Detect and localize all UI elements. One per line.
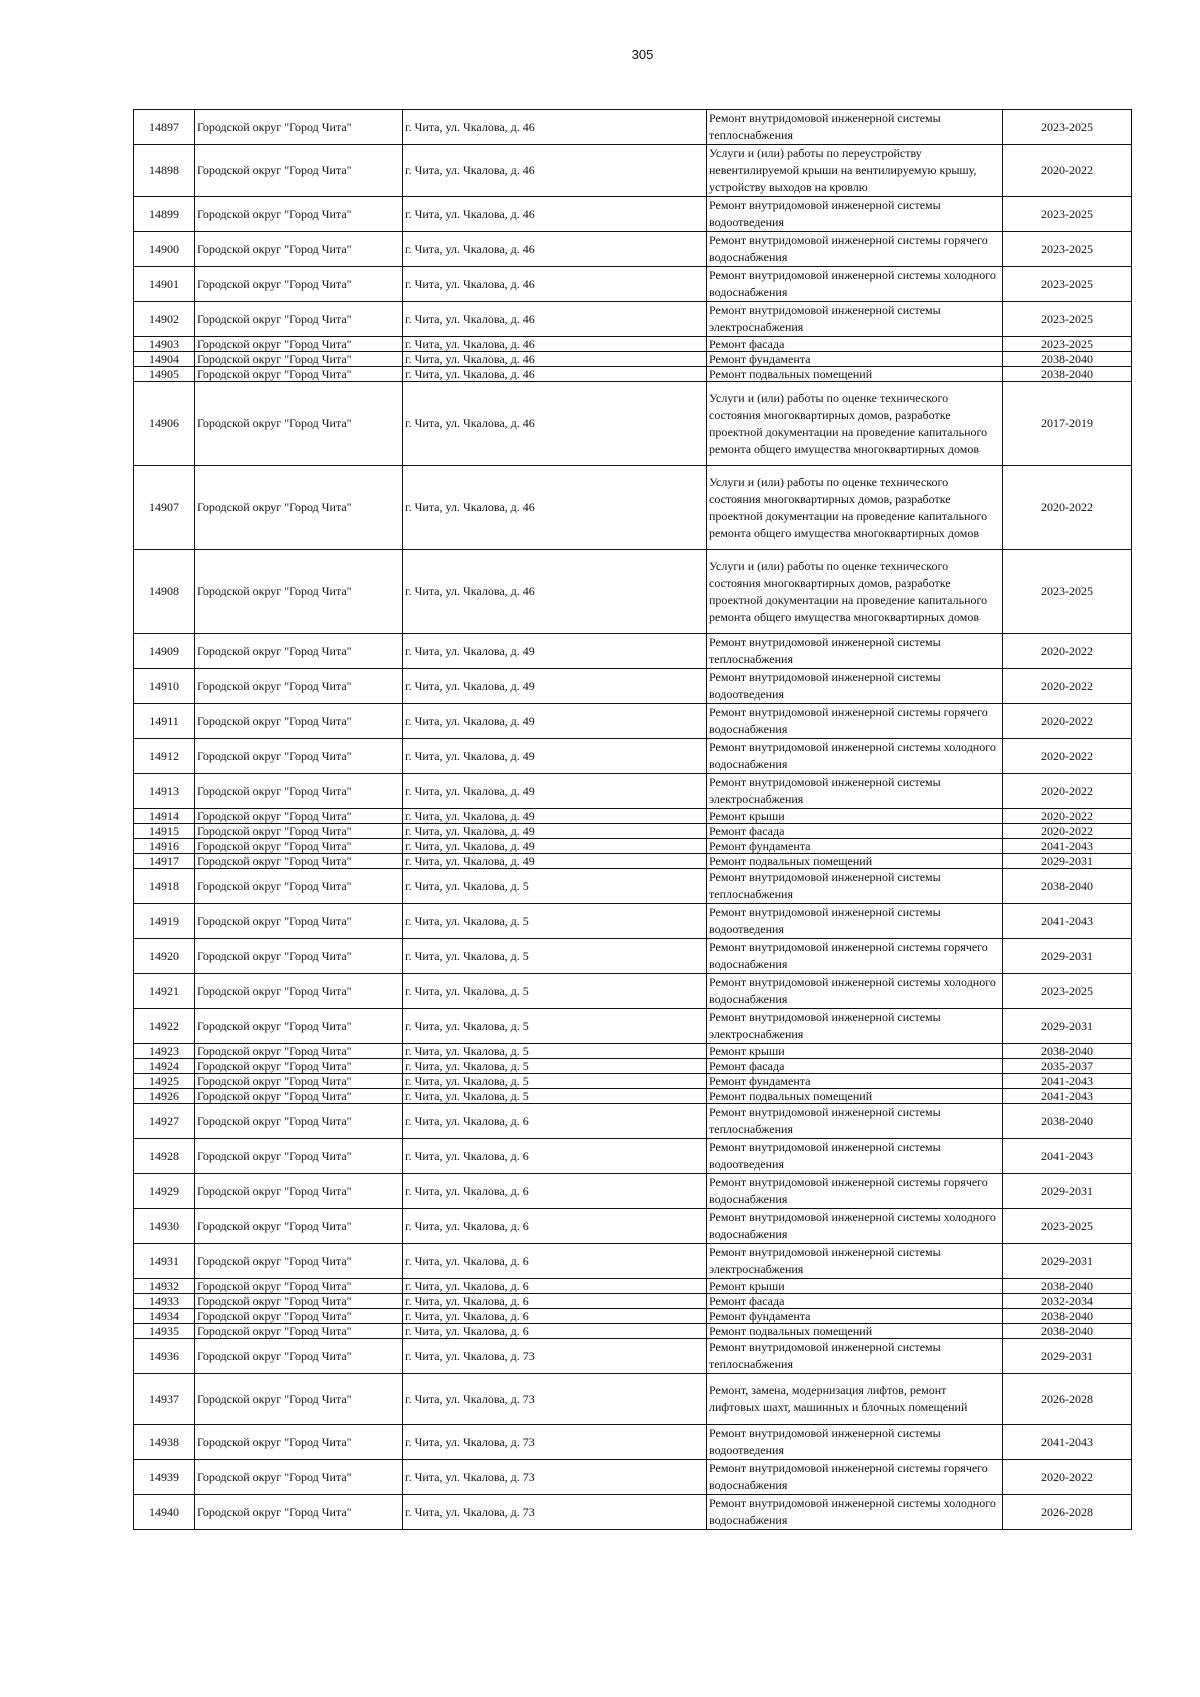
work-type-cell: Ремонт фундамента [707, 839, 1003, 854]
row-number: 14917 [134, 854, 195, 869]
work-type-cell: Услуги и (или) работы по переустройству невентилируемой крыши на вентилируемую крышу, устройству выходов на кровлю [707, 145, 1003, 197]
table-row [134, 337, 1132, 352]
address-cell: г. Чита, ул. Чкалова, д. 46 [403, 302, 707, 337]
address-cell: г. Чита, ул. Чкалова, д. 5 [403, 869, 707, 904]
row-number: 14904 [134, 352, 195, 367]
address-cell: г. Чита, ул. Чкалова, д. 46 [403, 550, 707, 634]
row-number: 14924 [134, 1059, 195, 1074]
address-cell: г. Чита, ул. Чкалова, д. 46 [403, 145, 707, 197]
municipality-cell: Городской округ "Город Чита" [195, 704, 403, 739]
work-type-cell: Ремонт внутридомовой инженерной системы холодного водоснабжения [707, 974, 1003, 1009]
row-number: 14915 [134, 824, 195, 839]
municipality-cell: Городской округ "Город Чита" [195, 1059, 403, 1074]
period-cell: 2023-2025 [1003, 110, 1132, 145]
work-type-cell: Ремонт внутридомовой инженерной системы горячего водоснабжения [707, 1174, 1003, 1209]
table-row [134, 232, 1132, 267]
period-cell: 2026-2028 [1003, 1374, 1132, 1425]
table-row [134, 1059, 1132, 1074]
address-cell: г. Чита, ул. Чкалова, д. 5 [403, 904, 707, 939]
period-cell: 2032-2034 [1003, 1294, 1132, 1309]
municipality-cell: Городской округ "Город Чита" [195, 466, 403, 550]
address-cell: г. Чита, ул. Чкалова, д. 6 [403, 1279, 707, 1294]
row-number: 14928 [134, 1139, 195, 1174]
table-row [134, 1209, 1132, 1244]
municipality-cell: Городской округ "Город Чита" [195, 1209, 403, 1244]
table-row [134, 839, 1132, 854]
table-row [134, 1089, 1132, 1104]
municipality-cell: Городской округ "Город Чита" [195, 669, 403, 704]
work-type-cell: Ремонт, замена, модернизация лифтов, ремонт лифтовых шахт, машинных и блочных помещений [707, 1374, 1003, 1425]
address-cell: г. Чита, ул. Чкалова, д. 46 [403, 197, 707, 232]
work-type-cell: Ремонт внутридомовой инженерной системы водоотведения [707, 197, 1003, 232]
period-cell: 2026-2028 [1003, 1495, 1132, 1530]
address-cell: г. Чита, ул. Чкалова, д. 5 [403, 1009, 707, 1044]
work-type-cell: Ремонт внутридомовой инженерной системы горячего водоснабжения [707, 939, 1003, 974]
address-cell: г. Чита, ул. Чкалова, д. 49 [403, 634, 707, 669]
row-number: 14919 [134, 904, 195, 939]
period-cell: 2041-2043 [1003, 1425, 1132, 1460]
address-cell: г. Чита, ул. Чкалова, д. 6 [403, 1139, 707, 1174]
work-type-cell: Ремонт подвальных помещений [707, 1324, 1003, 1339]
address-cell: г. Чита, ул. Чкалова, д. 49 [403, 839, 707, 854]
address-cell: г. Чита, ул. Чкалова, д. 6 [403, 1104, 707, 1139]
capital-repair-table [133, 109, 1132, 1530]
row-number: 14932 [134, 1279, 195, 1294]
row-number: 14910 [134, 669, 195, 704]
row-number: 14937 [134, 1374, 195, 1425]
address-cell: г. Чита, ул. Чкалова, д. 46 [403, 232, 707, 267]
address-cell: г. Чита, ул. Чкалова, д. 6 [403, 1174, 707, 1209]
table-body [134, 110, 1132, 1530]
period-cell: 2017-2019 [1003, 382, 1132, 466]
work-type-cell: Ремонт внутридомовой инженерной системы холодного водоснабжения [707, 739, 1003, 774]
row-number: 14899 [134, 197, 195, 232]
row-number: 14916 [134, 839, 195, 854]
work-type-cell: Ремонт фасада [707, 337, 1003, 352]
table-row [134, 145, 1132, 197]
municipality-cell: Городской округ "Город Чита" [195, 1009, 403, 1044]
address-cell: г. Чита, ул. Чкалова, д. 5 [403, 974, 707, 1009]
period-cell: 2038-2040 [1003, 1309, 1132, 1324]
period-cell: 2023-2025 [1003, 337, 1132, 352]
period-cell: 2038-2040 [1003, 869, 1132, 904]
address-cell: г. Чита, ул. Чкалова, д. 46 [403, 382, 707, 466]
row-number: 14921 [134, 974, 195, 1009]
work-type-cell: Ремонт внутридомовой инженерной системы электроснабжения [707, 302, 1003, 337]
address-cell: г. Чита, ул. Чкалова, д. 6 [403, 1294, 707, 1309]
row-number: 14923 [134, 1044, 195, 1059]
municipality-cell: Городской округ "Город Чита" [195, 267, 403, 302]
table-row [134, 352, 1132, 367]
row-number: 14930 [134, 1209, 195, 1244]
table-row [134, 197, 1132, 232]
work-type-cell: Ремонт внутридомовой инженерной системы электроснабжения [707, 1244, 1003, 1279]
work-type-cell: Ремонт крыши [707, 809, 1003, 824]
period-cell: 2038-2040 [1003, 367, 1132, 382]
address-cell: г. Чита, ул. Чкалова, д. 6 [403, 1309, 707, 1324]
work-type-cell: Ремонт внутридомовой инженерной системы теплоснабжения [707, 1104, 1003, 1139]
address-cell: г. Чита, ул. Чкалова, д. 5 [403, 1059, 707, 1074]
municipality-cell: Городской округ "Город Чита" [195, 869, 403, 904]
address-cell: г. Чита, ул. Чкалова, д. 49 [403, 774, 707, 809]
row-number: 14905 [134, 367, 195, 382]
period-cell: 2020-2022 [1003, 824, 1132, 839]
municipality-cell: Городской округ "Город Чита" [195, 904, 403, 939]
municipality-cell: Городской округ "Город Чита" [195, 974, 403, 1009]
row-number: 14908 [134, 550, 195, 634]
work-type-cell: Услуги и (или) работы по оценке технического состояния многоквартирных домов, разработке проектной документации на проведение капитального ремонта общего имущества многоквартирных домов [707, 466, 1003, 550]
row-number: 14927 [134, 1104, 195, 1139]
row-number: 14920 [134, 939, 195, 974]
table-row [134, 110, 1132, 145]
address-cell: г. Чита, ул. Чкалова, д. 46 [403, 110, 707, 145]
table-row [134, 466, 1132, 550]
row-number: 14912 [134, 739, 195, 774]
table-row [134, 774, 1132, 809]
table-row [134, 367, 1132, 382]
municipality-cell: Городской округ "Город Чита" [195, 1460, 403, 1495]
table-row [134, 1374, 1132, 1425]
row-number: 14936 [134, 1339, 195, 1374]
municipality-cell: Городской округ "Город Чита" [195, 839, 403, 854]
municipality-cell: Городской округ "Город Чита" [195, 352, 403, 367]
period-cell: 2029-2031 [1003, 1009, 1132, 1044]
work-type-cell: Ремонт фундамента [707, 1309, 1003, 1324]
row-number: 14914 [134, 809, 195, 824]
municipality-cell: Городской округ "Город Чита" [195, 1244, 403, 1279]
period-cell: 2023-2025 [1003, 302, 1132, 337]
municipality-cell: Городской округ "Город Чита" [195, 1174, 403, 1209]
municipality-cell: Городской округ "Город Чита" [195, 197, 403, 232]
municipality-cell: Городской округ "Город Чита" [195, 382, 403, 466]
period-cell: 2035-2037 [1003, 1059, 1132, 1074]
address-cell: г. Чита, ул. Чкалова, д. 6 [403, 1244, 707, 1279]
table-row [134, 382, 1132, 466]
table-row [134, 809, 1132, 824]
period-cell: 2020-2022 [1003, 809, 1132, 824]
period-cell: 2020-2022 [1003, 466, 1132, 550]
municipality-cell: Городской округ "Город Чита" [195, 939, 403, 974]
address-cell: г. Чита, ул. Чкалова, д. 46 [403, 352, 707, 367]
table-row [134, 1495, 1132, 1530]
period-cell: 2023-2025 [1003, 267, 1132, 302]
address-cell: г. Чита, ул. Чкалова, д. 46 [403, 267, 707, 302]
address-cell: г. Чита, ул. Чкалова, д. 5 [403, 1044, 707, 1059]
period-cell: 2041-2043 [1003, 1139, 1132, 1174]
row-number: 14922 [134, 1009, 195, 1044]
table-row [134, 634, 1132, 669]
table-row [134, 669, 1132, 704]
work-type-cell: Ремонт крыши [707, 1279, 1003, 1294]
row-number: 14911 [134, 704, 195, 739]
period-cell: 2041-2043 [1003, 904, 1132, 939]
table-row [134, 1309, 1132, 1324]
address-cell: г. Чита, ул. Чкалова, д. 46 [403, 337, 707, 352]
row-number: 14903 [134, 337, 195, 352]
work-type-cell: Ремонт крыши [707, 1044, 1003, 1059]
period-cell: 2041-2043 [1003, 1074, 1132, 1089]
table-row [134, 854, 1132, 869]
period-cell: 2023-2025 [1003, 232, 1132, 267]
row-number: 14898 [134, 145, 195, 197]
municipality-cell: Городской округ "Город Чита" [195, 634, 403, 669]
row-number: 14900 [134, 232, 195, 267]
row-number: 14902 [134, 302, 195, 337]
municipality-cell: Городской округ "Город Чита" [195, 145, 403, 197]
table-row [134, 1044, 1132, 1059]
row-number: 14901 [134, 267, 195, 302]
work-type-cell: Ремонт подвальных помещений [707, 367, 1003, 382]
municipality-cell: Городской округ "Город Чита" [195, 1495, 403, 1530]
work-type-cell: Ремонт внутридомовой инженерной системы теплоснабжения [707, 869, 1003, 904]
municipality-cell: Городской округ "Город Чита" [195, 550, 403, 634]
work-type-cell: Услуги и (или) работы по оценке технического состояния многоквартирных домов, разработке проектной документации на проведение капитального ремонта общего имущества многоквартирных домов [707, 382, 1003, 466]
row-number: 14909 [134, 634, 195, 669]
address-cell: г. Чита, ул. Чкалова, д. 5 [403, 1089, 707, 1104]
address-cell: г. Чита, ул. Чкалова, д. 73 [403, 1374, 707, 1425]
row-number: 14929 [134, 1174, 195, 1209]
row-number: 14926 [134, 1089, 195, 1104]
work-type-cell: Ремонт подвальных помещений [707, 854, 1003, 869]
municipality-cell: Городской округ "Город Чита" [195, 1074, 403, 1089]
work-type-cell: Ремонт внутридомовой инженерной системы водоотведения [707, 669, 1003, 704]
period-cell: 2038-2040 [1003, 1279, 1132, 1294]
period-cell: 2020-2022 [1003, 704, 1132, 739]
address-cell: г. Чита, ул. Чкалова, д. 73 [403, 1339, 707, 1374]
address-cell: г. Чита, ул. Чкалова, д. 5 [403, 939, 707, 974]
work-type-cell: Ремонт внутридомовой инженерной системы горячего водоснабжения [707, 1460, 1003, 1495]
period-cell: 2023-2025 [1003, 550, 1132, 634]
work-type-cell: Ремонт внутридомовой инженерной системы водоотведения [707, 1425, 1003, 1460]
work-type-cell: Ремонт внутридомовой инженерной системы теплоснабжения [707, 1339, 1003, 1374]
table-row [134, 704, 1132, 739]
period-cell: 2029-2031 [1003, 854, 1132, 869]
work-type-cell: Ремонт внутридомовой инженерной системы горячего водоснабжения [707, 232, 1003, 267]
period-cell: 2029-2031 [1003, 1174, 1132, 1209]
row-number: 14897 [134, 110, 195, 145]
municipality-cell: Городской округ "Город Чита" [195, 232, 403, 267]
period-cell: 2041-2043 [1003, 839, 1132, 854]
work-type-cell: Ремонт внутридомовой инженерной системы водоотведения [707, 1139, 1003, 1174]
address-cell: г. Чита, ул. Чкалова, д. 73 [403, 1495, 707, 1530]
work-type-cell: Ремонт внутридомовой инженерной системы горячего водоснабжения [707, 704, 1003, 739]
row-number: 14906 [134, 382, 195, 466]
municipality-cell: Городской округ "Город Чита" [195, 1425, 403, 1460]
work-type-cell: Ремонт внутридомовой инженерной системы холодного водоснабжения [707, 1209, 1003, 1244]
address-cell: г. Чита, ул. Чкалова, д. 49 [403, 739, 707, 774]
table-row [134, 302, 1132, 337]
municipality-cell: Городской округ "Город Чита" [195, 302, 403, 337]
row-number: 14938 [134, 1425, 195, 1460]
table-row [134, 1104, 1132, 1139]
address-cell: г. Чита, ул. Чкалова, д. 6 [403, 1209, 707, 1244]
address-cell: г. Чита, ул. Чкалова, д. 49 [403, 854, 707, 869]
municipality-cell: Городской округ "Город Чита" [195, 367, 403, 382]
period-cell: 2020-2022 [1003, 774, 1132, 809]
row-number: 14940 [134, 1495, 195, 1530]
table-row [134, 1294, 1132, 1309]
municipality-cell: Городской округ "Город Чита" [195, 824, 403, 839]
period-cell: 2029-2031 [1003, 1244, 1132, 1279]
work-type-cell: Ремонт внутридомовой инженерной системы холодного водоснабжения [707, 1495, 1003, 1530]
work-type-cell: Ремонт фундамента [707, 1074, 1003, 1089]
row-number: 14907 [134, 466, 195, 550]
table-row [134, 1324, 1132, 1339]
work-type-cell: Ремонт фасада [707, 1294, 1003, 1309]
municipality-cell: Городской округ "Город Чита" [195, 1139, 403, 1174]
work-type-cell: Ремонт внутридомовой инженерной системы теплоснабжения [707, 634, 1003, 669]
municipality-cell: Городской округ "Город Чита" [195, 1324, 403, 1339]
table-row [134, 1425, 1132, 1460]
work-type-cell: Ремонт внутридомовой инженерной системы водоотведения [707, 904, 1003, 939]
work-type-cell: Ремонт внутридомовой инженерной системы теплоснабжения [707, 110, 1003, 145]
address-cell: г. Чита, ул. Чкалова, д. 49 [403, 809, 707, 824]
work-type-cell: Услуги и (или) работы по оценке технического состояния многоквартирных домов, разработке проектной документации на проведение капитального ремонта общего имущества многоквартирных домов [707, 550, 1003, 634]
address-cell: г. Чита, ул. Чкалова, д. 73 [403, 1425, 707, 1460]
address-cell: г. Чита, ул. Чкалова, д. 46 [403, 466, 707, 550]
table-row [134, 1009, 1132, 1044]
period-cell: 2023-2025 [1003, 1209, 1132, 1244]
table-row [134, 1074, 1132, 1089]
row-number: 14925 [134, 1074, 195, 1089]
period-cell: 2029-2031 [1003, 939, 1132, 974]
table-row [134, 904, 1132, 939]
table-row [134, 824, 1132, 839]
page-number: 305 [631, 47, 654, 62]
work-type-cell: Ремонт подвальных помещений [707, 1089, 1003, 1104]
table-row [134, 869, 1132, 904]
municipality-cell: Городской округ "Город Чита" [195, 1279, 403, 1294]
table-row [134, 1460, 1132, 1495]
municipality-cell: Городской округ "Город Чита" [195, 854, 403, 869]
period-cell: 2020-2022 [1003, 634, 1132, 669]
table-row [134, 1174, 1132, 1209]
municipality-cell: Городской округ "Город Чита" [195, 1044, 403, 1059]
period-cell: 2038-2040 [1003, 1104, 1132, 1139]
row-number: 14913 [134, 774, 195, 809]
table-row [134, 1279, 1132, 1294]
municipality-cell: Городской округ "Город Чита" [195, 337, 403, 352]
address-cell: г. Чита, ул. Чкалова, д. 49 [403, 669, 707, 704]
period-cell: 2023-2025 [1003, 197, 1132, 232]
work-type-cell: Ремонт внутридомовой инженерной системы электроснабжения [707, 774, 1003, 809]
municipality-cell: Городской округ "Город Чита" [195, 1104, 403, 1139]
address-cell: г. Чита, ул. Чкалова, д. 46 [403, 367, 707, 382]
municipality-cell: Городской округ "Город Чита" [195, 110, 403, 145]
row-number: 14933 [134, 1294, 195, 1309]
work-type-cell: Ремонт внутридомовой инженерной системы холодного водоснабжения [707, 267, 1003, 302]
work-type-cell: Ремонт внутридомовой инженерной системы электроснабжения [707, 1009, 1003, 1044]
table-row [134, 974, 1132, 1009]
period-cell: 2023-2025 [1003, 974, 1132, 1009]
row-number: 14939 [134, 1460, 195, 1495]
municipality-cell: Городской округ "Город Чита" [195, 1309, 403, 1324]
address-cell: г. Чита, ул. Чкалова, д. 6 [403, 1324, 707, 1339]
table-row [134, 1339, 1132, 1374]
work-type-cell: Ремонт фасада [707, 1059, 1003, 1074]
period-cell: 2038-2040 [1003, 1044, 1132, 1059]
table-row [134, 939, 1132, 974]
municipality-cell: Городской округ "Город Чита" [195, 1089, 403, 1104]
table-row [134, 739, 1132, 774]
period-cell: 2038-2040 [1003, 1324, 1132, 1339]
period-cell: 2029-2031 [1003, 1339, 1132, 1374]
municipality-cell: Городской округ "Город Чита" [195, 739, 403, 774]
row-number: 14918 [134, 869, 195, 904]
period-cell: 2020-2022 [1003, 669, 1132, 704]
work-type-cell: Ремонт фундамента [707, 352, 1003, 367]
address-cell: г. Чита, ул. Чкалова, д. 49 [403, 824, 707, 839]
period-cell: 2041-2043 [1003, 1089, 1132, 1104]
municipality-cell: Городской округ "Город Чита" [195, 809, 403, 824]
period-cell: 2020-2022 [1003, 739, 1132, 774]
row-number: 14931 [134, 1244, 195, 1279]
table-row [134, 267, 1132, 302]
address-cell: г. Чита, ул. Чкалова, д. 5 [403, 1074, 707, 1089]
row-number: 14935 [134, 1324, 195, 1339]
period-cell: 2020-2022 [1003, 1460, 1132, 1495]
table-row [134, 1139, 1132, 1174]
municipality-cell: Городской округ "Город Чита" [195, 1374, 403, 1425]
period-cell: 2038-2040 [1003, 352, 1132, 367]
table-row [134, 550, 1132, 634]
municipality-cell: Городской округ "Город Чита" [195, 1339, 403, 1374]
municipality-cell: Городской округ "Город Чита" [195, 1294, 403, 1309]
address-cell: г. Чита, ул. Чкалова, д. 49 [403, 704, 707, 739]
work-type-cell: Ремонт фасада [707, 824, 1003, 839]
table-row [134, 1244, 1132, 1279]
row-number: 14934 [134, 1309, 195, 1324]
address-cell: г. Чита, ул. Чкалова, д. 73 [403, 1460, 707, 1495]
municipality-cell: Городской округ "Город Чита" [195, 774, 403, 809]
period-cell: 2020-2022 [1003, 145, 1132, 197]
